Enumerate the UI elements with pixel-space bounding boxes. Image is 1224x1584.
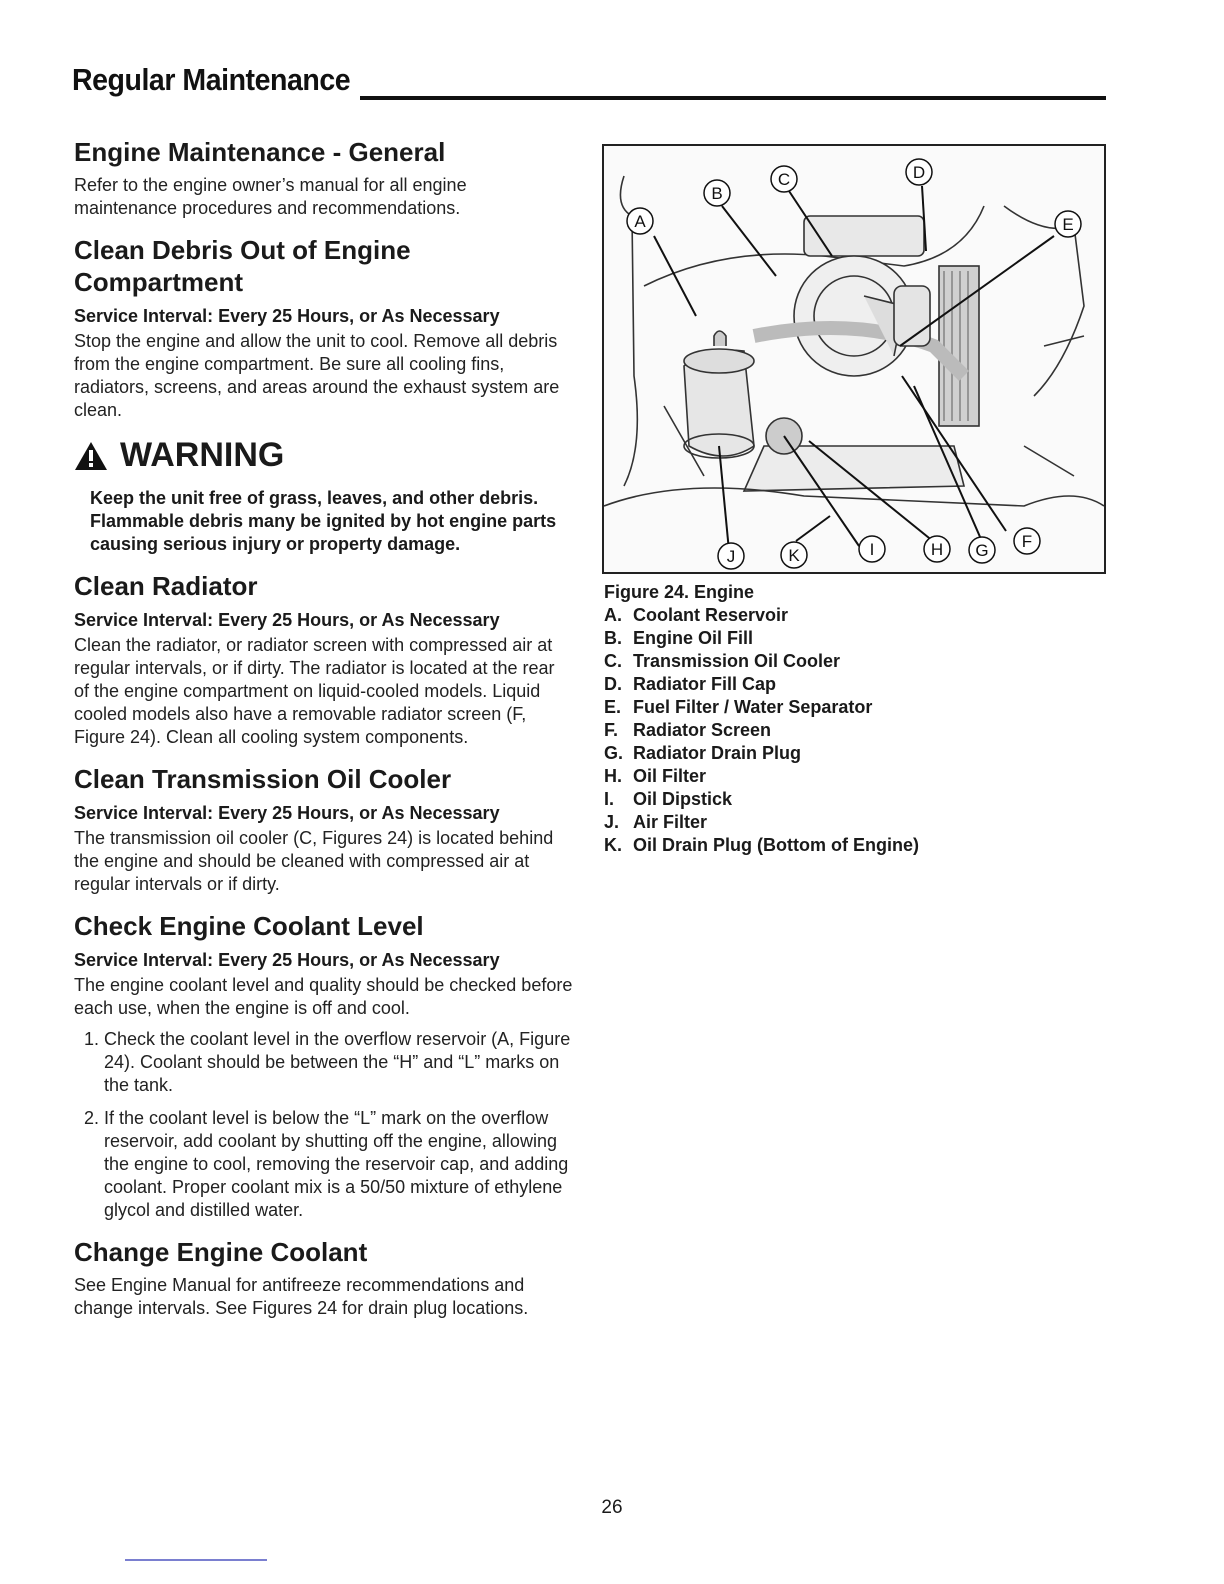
callout-I — [859, 536, 885, 562]
svg-text:J: J — [726, 547, 736, 566]
heading-cooler: Clean Transmission Oil Cooler — [74, 764, 452, 794]
list-item: J. Air Filter — [604, 812, 708, 832]
list-item: D. Radiator Fill Cap — [604, 674, 777, 694]
callout-F — [1014, 528, 1040, 554]
body-debris: Stop the engine and allow the unit to cool. Remove all debris from the engine compartment. Be sure all cooling fins, radiators, screens, and areas around the exhaust system are clean. — [74, 331, 560, 420]
figure-caption — [604, 581, 1084, 857]
section-general — [74, 136, 574, 220]
callout-J — [718, 543, 744, 569]
heading-change-coolant: Change Engine Coolant — [74, 1237, 368, 1267]
header-rule — [360, 96, 1106, 100]
section-cooler — [74, 763, 574, 896]
warning-title: WARNING — [120, 436, 285, 474]
list-item: H. Oil Filter — [604, 766, 707, 786]
heading-debris: Clean Debris Out of Engine Compartment — [74, 235, 411, 297]
heading-coolant-level: Check Engine Coolant Level — [74, 911, 424, 941]
engine-figure — [602, 144, 1106, 574]
list-item: E. Fuel Filter / Water Separator — [604, 697, 873, 717]
page-header-title: Regular Maintenance — [72, 62, 351, 97]
section-radiator — [74, 570, 574, 749]
engine-illustration — [604, 146, 1104, 572]
coolant-steps-list — [74, 1028, 574, 1222]
interval-debris: Service Interval: Every 25 Hours, or As Necessary — [74, 306, 500, 326]
svg-text:F: F — [1021, 532, 1033, 551]
heading-general: Engine Maintenance - General — [74, 137, 446, 167]
body-change-coolant: See Engine Manual for antifreeze recommendations and change intervals. See Figures 24 for drain plug locations. — [74, 1275, 529, 1318]
svg-text:K: K — [788, 546, 800, 565]
warning-triangle-icon — [74, 441, 108, 471]
body-coolant-level: The engine coolant level and quality should be checked before each use, when the engine is off and cool. — [74, 975, 573, 1018]
left-column — [74, 136, 574, 1334]
callout-D — [906, 159, 932, 185]
svg-text:E: E — [1062, 215, 1074, 234]
svg-text:H: H — [930, 540, 944, 559]
section-change-coolant — [74, 1236, 574, 1320]
list-item: F. Radiator Screen — [604, 720, 772, 740]
footer-rule — [125, 1559, 267, 1561]
svg-text:D: D — [912, 163, 926, 182]
callout-H — [924, 536, 950, 562]
body-radiator: Clean the radiator, or radiator screen with compressed air at regular intervals, or if dirty. The radiator is located at the rear of the engine compartment on liquid-cooled models. Liquid cooled models also have a removable radiator screen (F, Figure 24). Clean all cooling system components. — [74, 635, 555, 747]
warning-block — [74, 436, 574, 556]
interval-cooler: Service Interval: Every 25 Hours, or As Necessary — [74, 803, 500, 823]
svg-text:G: G — [975, 541, 989, 560]
list-item: 2. If the coolant level is below the “L” mark on the overflow reservoir, add coolant by shutting off the engine, allowing the engine to cool, removing the reservoir cap, and adding coolant. Proper coolant mix is a 50/50 mixture of ethylene glycol and distilled water. — [104, 1107, 574, 1222]
list-item: I. Oil Dipstick — [604, 789, 733, 809]
list-item: A. Coolant Reservoir — [604, 605, 789, 625]
body-general: Refer to the engine owner’s manual for all engine maintenance procedures and recommendations. — [74, 175, 467, 218]
svg-text:C: C — [777, 170, 791, 189]
page-number: 26 — [601, 1497, 623, 1518]
section-debris — [74, 234, 574, 422]
callout-B — [704, 180, 730, 206]
svg-text:A: A — [634, 212, 646, 231]
list-item: B. Engine Oil Fill — [604, 628, 754, 648]
callout-E — [1055, 211, 1081, 237]
svg-text:B: B — [711, 184, 723, 203]
warning-text: Keep the unit free of grass, leaves, and other debris. Flammable debris many be ignited by hot engine parts causing serious injury or property damage. — [90, 488, 557, 554]
callout-A — [627, 208, 653, 234]
list-item: K. Oil Drain Plug (Bottom of Engine) — [604, 835, 919, 855]
figure-title: Figure 24. Engine — [604, 582, 755, 602]
callout-K — [781, 542, 807, 568]
list-item: G. Radiator Drain Plug — [604, 743, 802, 763]
heading-radiator: Clean Radiator — [74, 571, 258, 601]
list-item: 1. Check the coolant level in the overflow reservoir (A, Figure 24). Coolant should be between the “H” and “L” marks on the tank. — [104, 1028, 574, 1097]
figure-legend — [604, 604, 1084, 857]
body-cooler: The transmission oil cooler (C, Figures 24) is located behind the engine and should be cleaned with compressed air at regular intervals or if dirty. — [74, 828, 554, 894]
interval-radiator: Service Interval: Every 25 Hours, or As Necessary — [74, 610, 500, 630]
svg-text:I: I — [869, 540, 875, 559]
section-coolant-level — [74, 910, 574, 1222]
list-item: C. Transmission Oil Cooler — [604, 651, 841, 671]
interval-coolant-level: Service Interval: Every 25 Hours, or As Necessary — [74, 950, 500, 970]
callout-G — [969, 537, 995, 563]
callout-C — [771, 166, 797, 192]
